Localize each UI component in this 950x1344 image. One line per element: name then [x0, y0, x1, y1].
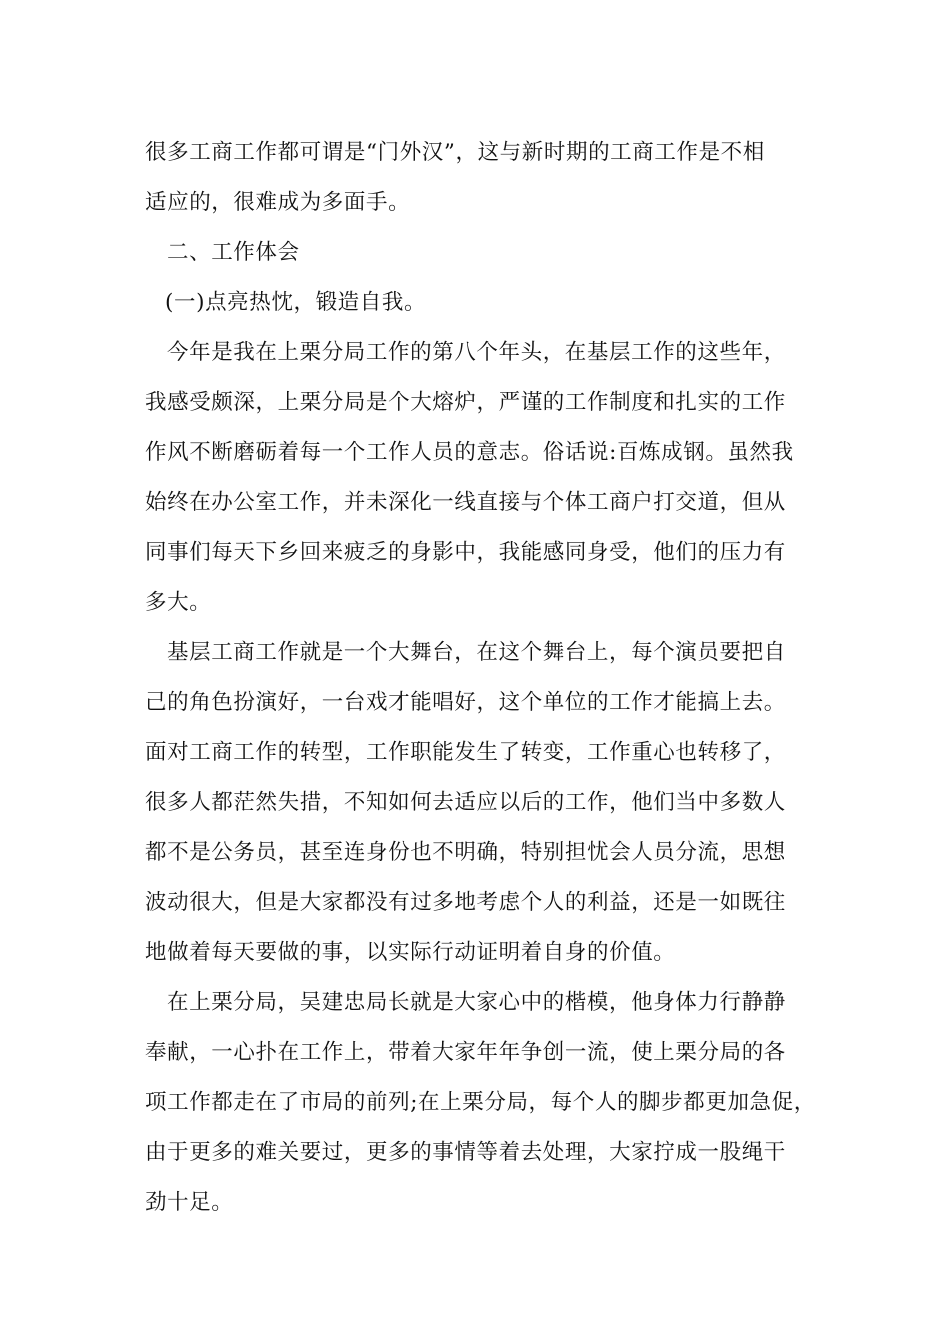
paragraph-line: 基层工商工作就是一个大舞台，在这个舞台上，每个演员要把自: [167, 640, 786, 665]
section-heading: 二、工作体会: [167, 240, 300, 265]
paragraph-line: 由于更多的难关要过，更多的事情等着去处理，大家拧成一股绳干: [145, 1140, 786, 1165]
paragraph-line: 面对工商工作的转型，工作职能发生了转变，工作重心也转移了，: [145, 740, 786, 765]
document-body: [145, 128, 815, 1228]
subsection-heading: (一)点亮热忱，锻造自我。: [165, 290, 427, 315]
paragraph-line: 都不是公务员，甚至连身份也不明确，特别担忧会人员分流，思想: [145, 840, 786, 865]
paragraph-line: 作风不断磨砺着每一个工作人员的意志。俗话说:百炼成钢。虽然我: [145, 440, 794, 465]
paragraph-line: 地做着每天要做的事，以实际行动证明着自身的价值。: [145, 940, 676, 965]
paragraph-line: 奉献，一心扑在工作上，带着大家年年争创一流，使上栗分局的各: [145, 1040, 786, 1065]
paragraph-line: 己的角色扮演好，一台戏才能唱好，这个单位的工作才能搞上去。: [145, 690, 786, 715]
paragraph-line: 很多人都茫然失措，不知如何去适应以后的工作，他们当中多数人: [145, 790, 786, 815]
paragraph-line: 适应的，很难成为多面手。: [145, 190, 411, 215]
paragraph-line: 同事们每天下乡回来疲乏的身影中，我能感同身受，他们的压力有: [145, 540, 786, 565]
paragraph-line: 我感受颇深，上栗分局是个大熔炉，严谨的工作制度和扎实的工作: [145, 390, 786, 415]
paragraph-line: 在上栗分局，吴建忠局长就是大家心中的楷模，他身体力行静静: [167, 990, 786, 1015]
paragraph-line: 项工作都走在了市局的前列;在上栗分局，每个人的脚步都更加急促，: [145, 1090, 816, 1115]
paragraph-line: 始终在办公室工作，并未深化一线直接与个体工商户打交道，但从: [145, 490, 786, 515]
paragraph-line: 多大。: [145, 590, 212, 615]
paragraph-line: 劲十足。: [145, 1190, 234, 1215]
paragraph-line: 波动很大，但是大家都没有过多地考虑个人的利益，还是一如既往: [145, 890, 786, 915]
paragraph-line: 今年是我在上栗分局工作的第八个年头，在基层工作的这些年，: [167, 340, 786, 365]
paragraph-line: 很多工商工作都可谓是“门外汉”，这与新时期的工商工作是不相: [145, 140, 765, 165]
